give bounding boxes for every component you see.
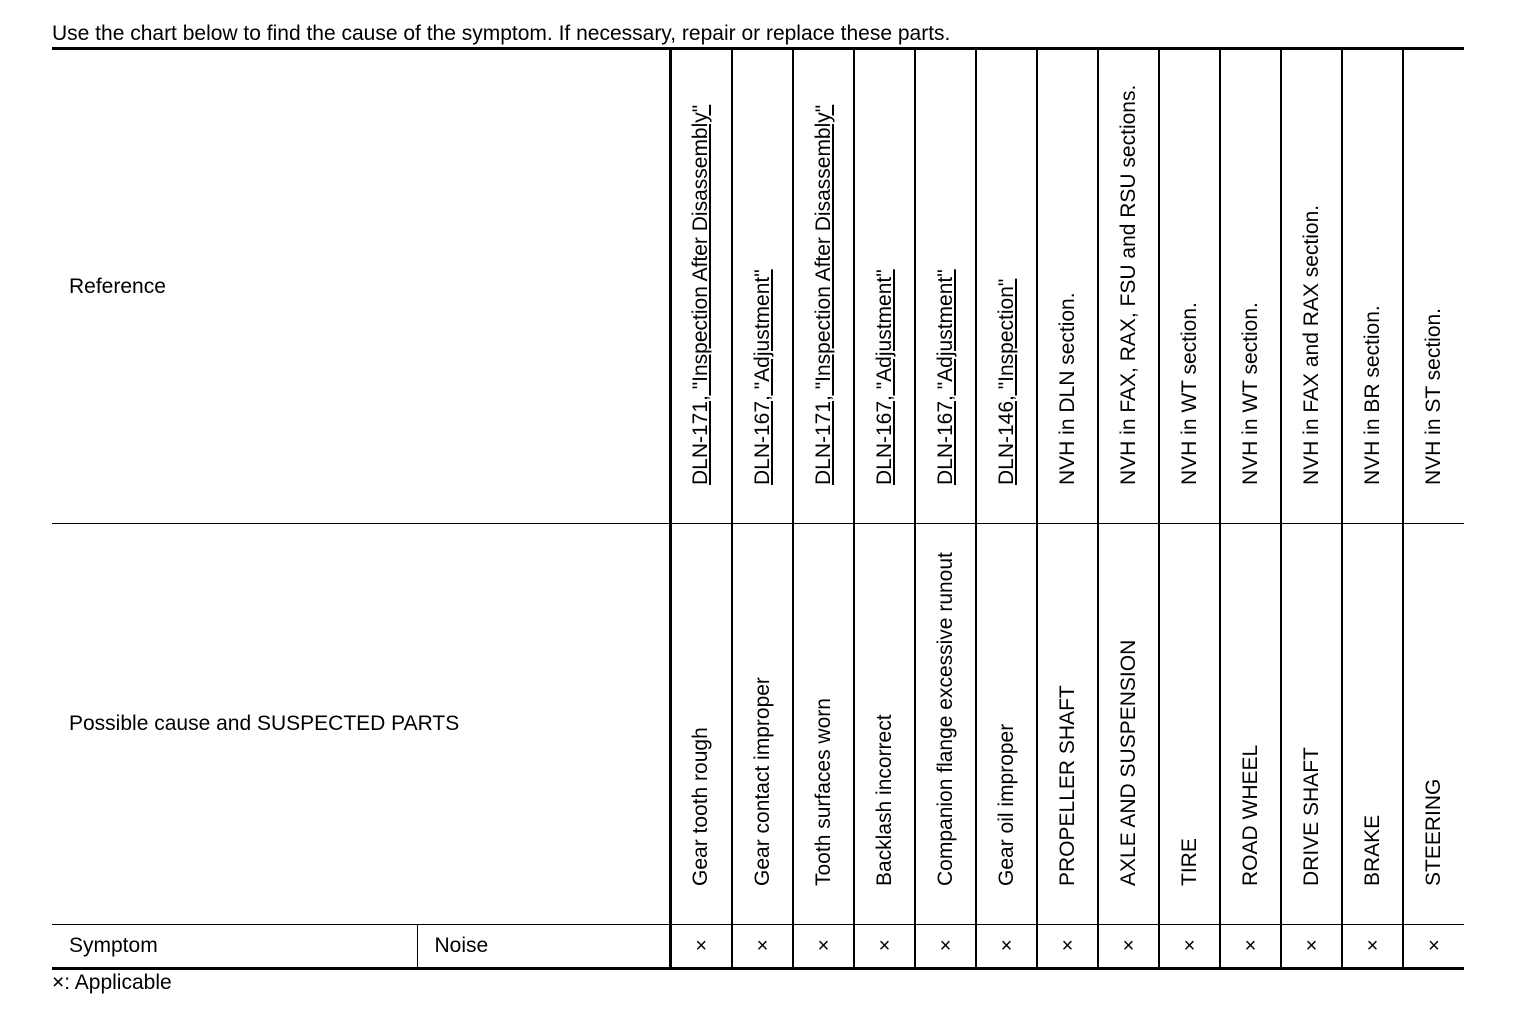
reference-link[interactable]: DLN-146, "Inspection" (994, 278, 1018, 485)
cause-text: Gear contact improper (750, 677, 774, 886)
symptom-value: Noise (417, 925, 670, 969)
reference-link[interactable]: DLN-167, "Adjustment" (750, 269, 774, 485)
reference-label: Reference (52, 49, 670, 524)
reference-link[interactable]: DLN-171, "Inspection After Disassembly" (689, 104, 713, 485)
symptom-chart-table (52, 47, 1464, 970)
reference-text: NVH in WT section. (1177, 302, 1201, 485)
applicable-mark: × (1342, 925, 1403, 969)
reference-link[interactable]: DLN-167, "Adjustment" (872, 269, 896, 485)
applicable-mark: × (732, 925, 793, 969)
intro-text: Use the chart below to find the cause of the symptom. If necessary, repair or replace these parts. (52, 22, 951, 45)
cause-text: TIRE (1177, 838, 1201, 886)
applicable-mark: × (1159, 925, 1220, 969)
applicable-mark: × (915, 925, 976, 969)
reference-text: NVH in FAX, RAX, FSU and RSU sections. (1116, 84, 1140, 485)
applicable-mark: × (670, 925, 732, 969)
reference-link[interactable]: DLN-171, "Inspection After Disassembly" (811, 104, 835, 485)
applicable-mark: × (854, 925, 915, 969)
cause-text: Tooth surfaces worn (811, 698, 835, 886)
cause-text: DRIVE SHAFT (1299, 747, 1323, 886)
reference-text: NVH in ST section. (1422, 307, 1445, 485)
cause-text: Companion flange excessive runout (933, 552, 957, 886)
cause-text: Gear oil improper (994, 723, 1018, 886)
applicable-mark: × (1220, 925, 1281, 969)
reference-text: NVH in BR section. (1360, 305, 1384, 485)
applicable-mark: × (793, 925, 854, 969)
cause-text: AXLE AND SUSPENSION (1116, 639, 1140, 886)
reference-text: NVH in FAX and RAX section. (1299, 204, 1323, 485)
reference-text: NVH in DLN section. (1055, 292, 1079, 485)
cause-text: BRAKE (1360, 814, 1384, 886)
applicable-mark: × (1281, 925, 1342, 969)
cause-row (52, 524, 1464, 925)
applicable-mark: × (1098, 925, 1159, 969)
cause-label: Possible cause and SUSPECTED PARTS (52, 524, 670, 925)
cause-text: Gear tooth rough (689, 727, 713, 886)
cause-text: ROAD WHEEL (1238, 744, 1262, 886)
symptom-row (52, 925, 1464, 969)
footnote: ×: Applicable (52, 971, 172, 994)
cause-text: PROPELLER SHAFT (1055, 685, 1079, 886)
reference-row (52, 49, 1464, 524)
reference-text: NVH in WT section. (1238, 302, 1262, 485)
cause-text: Backlash incorrect (872, 714, 896, 886)
cause-text: STEERING (1422, 778, 1445, 886)
applicable-mark: × (1037, 925, 1098, 969)
symptom-label: Symptom (52, 925, 417, 969)
reference-link[interactable]: DLN-167, "Adjustment" (933, 269, 957, 485)
applicable-mark: × (1403, 925, 1464, 969)
applicable-mark: × (976, 925, 1037, 969)
